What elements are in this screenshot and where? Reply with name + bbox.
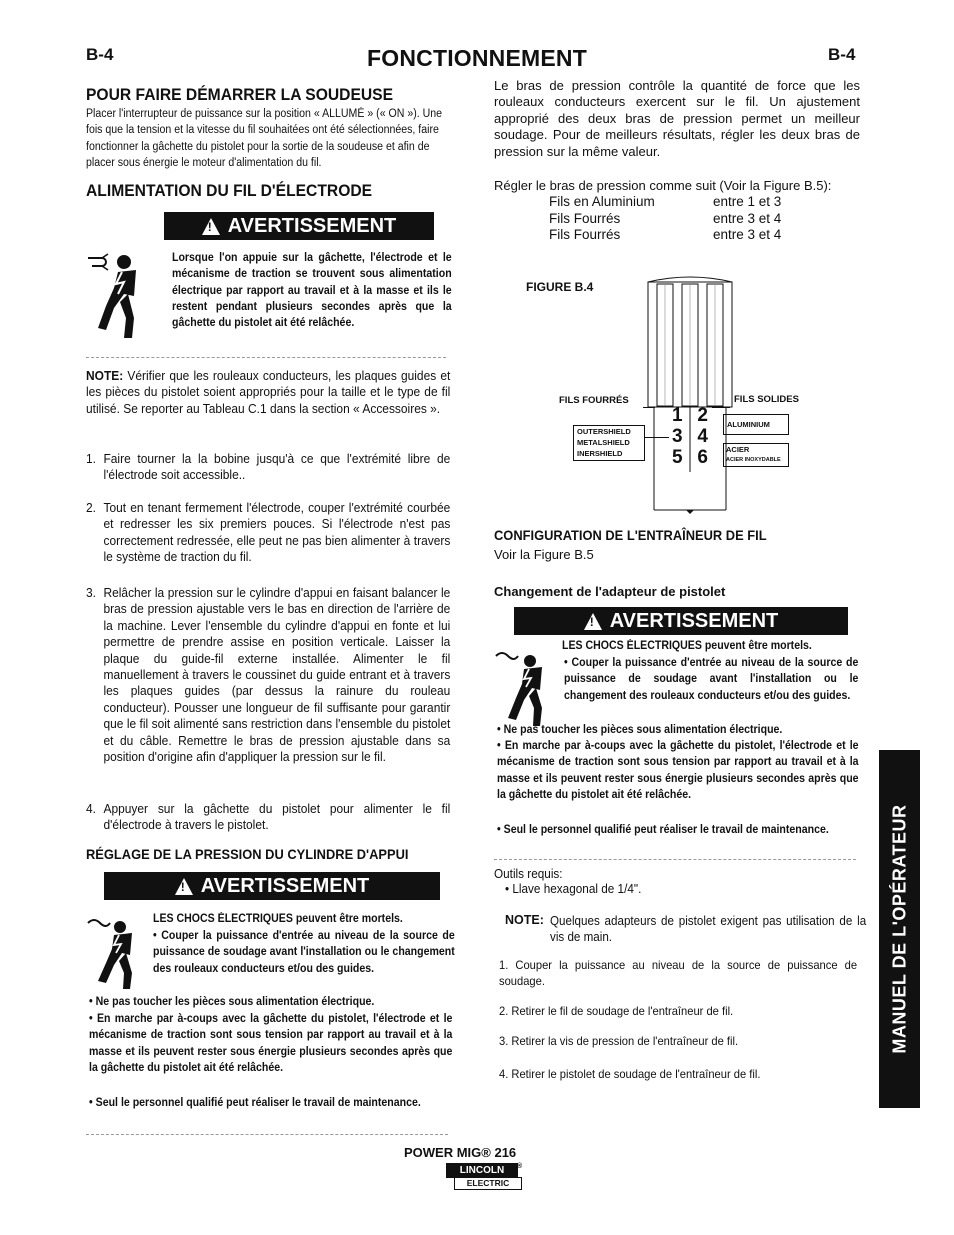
start-heading: POUR FAIRE DÉMARRER LA SOUDEUSE	[86, 85, 394, 104]
warning-2-bullet: • Seul le personnel qualifié peut réaliser le travail de maintenance.	[89, 1097, 421, 1109]
page-code-left: B-4	[86, 45, 114, 64]
electric-shock-hazard-icon	[494, 648, 558, 728]
warning-triangle-icon: !	[202, 218, 220, 235]
note-label: NOTE:	[86, 368, 124, 383]
warning-banner	[104, 872, 440, 900]
tools-item: • Llave hexagonal de 1/4".	[505, 882, 642, 896]
warning-2-bullet: • En marche par à-coups avec la gâchette du pistolet, l'électrode et le mécanisme de traction sont sous tension par rapport au travail et à la masse et ils peuvent rester sous énergie plusieurs secondes après que la gâchette du pistolet ait été relâchée.	[89, 1013, 453, 1074]
list-item: 3. Relâcher la pression sur le cylindre d'appui en faisant balancer le bras de pression ajustable vers le bas en direction de l'arrière de la machine. Lever l'ensemble du cylindre d'appui en fonte et lui permettre de prendre assise en position verticale. Laisser la plaque du guide-fil externe installée. Alimenter le fil manuellement à travers le coussinet du guide entrant et à travers les plaques guides (par dessus la rainure du rouleau conducteur). Pousser une longueur de fil suffisante pour garantir que le fil soit alimenté sans restriction dans l'ensemble du pistolet et du câble. Remettre le bras de pression ajustable dans sa position d'origine afin d'appliquer la pression sur le fil.	[86, 585, 451, 765]
config-ref: Voir la Figure B.5	[494, 547, 594, 562]
warning-2-bullet: • Couper la puissance d'entrée au niveau de la source de puissance de soudage avant l'installation ou le changement des rouleaux conducteurs et/ou des guides.	[153, 930, 455, 975]
warning-banner	[514, 607, 848, 635]
figure-right-box-1: ALUMINIUM	[723, 414, 789, 435]
electric-shock-hazard-icon	[86, 915, 146, 991]
feed-heading: ALIMENTATION DU FIL D'ÉLECTRODE	[86, 181, 373, 200]
figure-label: FIGURE B.4	[526, 280, 594, 294]
start-text: Placer l'interrupteur de puissance sur la position « ALLUMÉ » (« ON »). Une fois que la tension et la vitesse du fil souhaitées ont été sélectionnées, faire fonctionner la gâchette du pistolet pour la sortie de la soudeuse et afin de placer sous énergie le moteur d'alimentation du fil.	[86, 108, 443, 169]
figure-left-label: FILS FOURRÉS	[559, 395, 629, 406]
lincoln-electric-logo: LINCOLN ® ELECTRIC	[446, 1163, 522, 1190]
note-text: Vérifier que les rouleaux conducteurs, les plaques guides et les pièces du pistolet soient appropriés pour la taille et le type de fil utilisé. Se reporter au Tableau C.1 dans la section « Accessoires ».	[86, 368, 451, 416]
section-tab-label: MANUEL DE L'OPÉRATEUR	[889, 804, 909, 1054]
warning-3-head: LES CHOCS ÉLECTRIQUES peuvent être mortels.	[562, 640, 812, 652]
tools-label: Outils requis:	[494, 867, 563, 881]
config-heading: CONFIGURATION DE L'ENTRAÎNEUR DE FIL	[494, 527, 767, 543]
warning-1-text: Lorsque l'on appuie sur la gâchette, l'électrode et le mécanisme de traction se trouvent sous alimentation électrique par rapport au travail et à la masse et ils le restent pendant plusieurs secondes après que la gâchette du pistolet ait été relâchée.	[172, 252, 452, 330]
warning-2-bullet: • Ne pas toucher les pièces sous alimentation électrique.	[89, 996, 375, 1008]
warning-triangle-icon: !	[584, 613, 602, 630]
warning-banner	[164, 212, 434, 240]
change-heading: Changement de l'adapteur de pistolet	[494, 584, 726, 599]
note-text-right: Quelques adapteurs de pistolet exigent pas utilisation de la vis de main.	[550, 914, 867, 944]
settings-intro: Régler le bras de pression comme suit (Voir la Figure B.5):	[494, 178, 832, 193]
list-item: 1. Couper la puissance au niveau de la source de puissance de soudage.	[499, 958, 858, 988]
electric-shock-hazard-icon	[84, 248, 150, 340]
list-item: 2. Tout en tenant fermement l'électrode, couper l'extrémité courbée et redresser les six premiers pouces. Si l'électrode n'est pas correctement redressée, elle peut ne pas bien alimenter à travers le système de traction du fil.	[86, 500, 451, 565]
divider	[494, 859, 856, 860]
divider	[86, 1134, 448, 1135]
note-label-right: NOTE:	[505, 913, 544, 927]
warning-3-bullet: • En marche par à-coups avec la gâchette du pistolet, l'électrode et le mécanisme de traction sont sous tension par rapport au travail et à la masse et ils peuvent rester sous énergie plusieurs secondes après que la gâchette du pistolet ait été relâchée.	[497, 740, 859, 801]
model-name: POWER MIG® 216	[404, 1145, 517, 1160]
warning-label: AVERTISSEMENT	[609, 609, 779, 632]
list-item: 4. Retirer le pistolet de soudage de l'entraîneur de fil.	[499, 1067, 761, 1081]
warning-triangle-icon: !	[175, 878, 193, 895]
warning-3-bullet: • Seul le personnel qualifié peut réaliser le travail de maintenance.	[497, 824, 829, 836]
list-item: 1. Faire tourner la la bobine jusqu'à ce que l'extrémité libre de l'électrode soit accessible..	[86, 451, 451, 483]
warning-label: AVERTISSEMENT	[200, 874, 370, 897]
list-item: 2. Retirer le fil de soudage de l'entraîneur de fil.	[499, 1004, 734, 1018]
leader-line	[645, 437, 669, 438]
warning-label: AVERTISSEMENT	[227, 214, 397, 237]
settings-table: Fils en Aluminium entre 1 et 3 Fils Fourrés entre 3 et 4 Fils Fourrés entre 3 et 4	[549, 194, 782, 243]
figure-left-box: OUTERSHIELD METALSHIELD INERSHIELD	[573, 425, 645, 461]
warning-3-bullet: • Couper la puissance d'entrée au niveau de la source de puissance de soudage avant l'installation ou le changement des rouleaux conducteurs et/ou des guides.	[564, 657, 859, 702]
list-item: 3. Retirer la vis de pression de l'entraîneur de fil.	[499, 1034, 739, 1048]
note-block	[86, 368, 450, 417]
divider	[86, 357, 446, 358]
pressure-heading: RÉGLAGE DE LA PRESSION DU CYLINDRE D'APPUI	[86, 846, 409, 862]
page-code-right: B-4	[828, 45, 856, 64]
page-title: FONCTIONNEMENT	[366, 45, 587, 71]
leader-line	[712, 407, 730, 408]
pressure-arm-diagram	[640, 272, 740, 514]
warning-2-head: LES CHOCS ÉLECTRIQUES peuvent être mortels.	[153, 913, 403, 925]
warning-3-bullet: • Ne pas toucher les pièces sous alimentation électrique.	[497, 724, 783, 736]
list-item: 4. Appuyer sur la gâchette du pistolet pour alimenter le fil d'électrode à travers le pistolet.	[86, 801, 451, 833]
pressure-intro: Le bras de pression contrôle la quantité de force que les rouleaux conducteurs exercent sur le fil. Un ajustement approprié des deux bras de pression permet un meilleur soudage. Pour de meilleurs résultats, régler les deux bras de pression sur la même valeur.	[494, 78, 860, 159]
section-tab	[879, 750, 920, 1108]
pressure-scale: 1 2 3 4 5 6	[672, 405, 708, 468]
leader-line	[643, 407, 655, 408]
figure-right-label: FILS SOLIDES	[734, 394, 799, 405]
figure-right-box-2: ACIER ACIER INOXYDABLE	[723, 443, 789, 467]
